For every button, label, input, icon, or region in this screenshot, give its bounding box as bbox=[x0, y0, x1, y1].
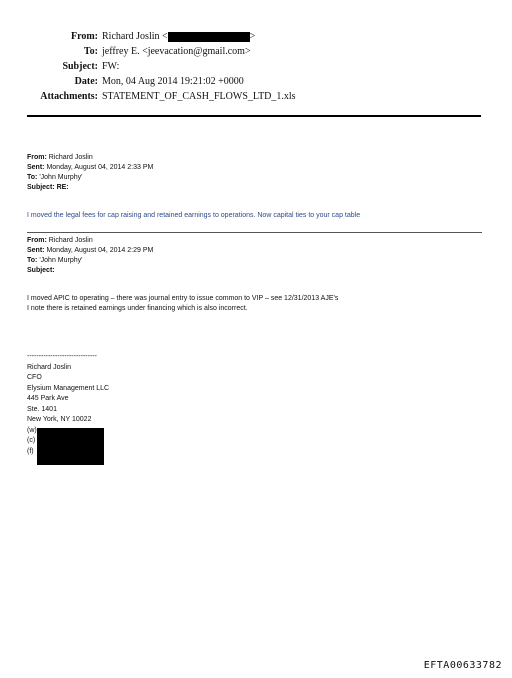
msg1-to-value: 'John Murphy' bbox=[39, 174, 83, 181]
message-2-header bbox=[27, 236, 153, 276]
msg2-from-label: From: bbox=[27, 237, 47, 244]
header-to-value: jeffrey E. <jeevacation@gmail.com> bbox=[102, 46, 251, 57]
header-from-value bbox=[102, 30, 255, 44]
msg1-subject-value: RE: bbox=[56, 184, 69, 191]
header-from-label: From: bbox=[70, 31, 98, 42]
message-1-header bbox=[27, 153, 153, 193]
message-separator bbox=[27, 232, 482, 233]
msg2-to-label: To: bbox=[27, 257, 38, 264]
header-to-label: To: bbox=[83, 46, 98, 57]
header-date-label: Date: bbox=[74, 76, 98, 87]
msg2-body bbox=[27, 294, 338, 314]
signature-phone-f: (f) bbox=[27, 447, 34, 455]
phone-redaction-box bbox=[37, 428, 104, 465]
bates-number: EFTA00633782 bbox=[423, 660, 502, 671]
header-attachments-value[interactable]: STATEMENT_OF_CASH_FLOWS_LTD_1.xls bbox=[102, 91, 296, 102]
signature-city: New York, NY 10022 bbox=[27, 416, 92, 423]
header-divider bbox=[27, 115, 481, 117]
msg1-sent-value: Monday, August 04, 2014 2:33 PM bbox=[46, 164, 154, 171]
msg1-body: I moved the legal fees for cap raising and retained earnings to operations. Now capital ties to your cap table bbox=[27, 212, 361, 219]
msg2-sent-value: Monday, August 04, 2014 2:29 PM bbox=[46, 247, 154, 254]
msg1-sent-label: Sent: bbox=[27, 164, 45, 171]
signature-name: Richard Joslin bbox=[27, 363, 71, 371]
msg2-subject-label: Subject: bbox=[27, 267, 55, 274]
msg1-subject-label: Subject: bbox=[27, 184, 55, 191]
header-from-text: Richard Joslin < bbox=[102, 31, 168, 42]
signature-divider: ------------------------------ bbox=[27, 353, 97, 360]
signature-phone-w: (w) bbox=[27, 426, 37, 434]
msg1-from-value: Richard Joslin bbox=[48, 154, 93, 161]
header-from-tail: > bbox=[249, 31, 256, 42]
signature-company: Elysium Management LLC bbox=[27, 384, 110, 392]
signature-address1: 445 Park Ave bbox=[27, 395, 69, 402]
header-subject-value: FW: bbox=[102, 61, 120, 72]
header-date-value: Mon, 04 Aug 2014 19:21:02 +0000 bbox=[102, 76, 244, 87]
signature-address2: Ste. 1401 bbox=[27, 405, 57, 413]
msg1-to-label: To: bbox=[27, 174, 38, 181]
header-date-row bbox=[0, 75, 512, 89]
signature-title: CFO bbox=[27, 374, 42, 381]
redaction-box bbox=[168, 32, 250, 42]
msg2-body-line2: I note there is retained earnings under financing which is also incorrect. bbox=[27, 305, 248, 312]
msg2-body-line1: I moved APIC to operating – there was journal entry to issue common to VIP – see 12/31/2013 AJE's bbox=[27, 295, 339, 302]
msg2-to-value: 'John Murphy' bbox=[39, 257, 83, 264]
msg2-from-value: Richard Joslin bbox=[48, 237, 93, 244]
msg1-from-label: From: bbox=[27, 154, 47, 161]
header-attachments-label: Attachments: bbox=[40, 91, 98, 102]
header-to-row bbox=[0, 45, 512, 59]
header-subject-label: Subject: bbox=[62, 61, 98, 72]
signature-phone-c: (c) bbox=[27, 437, 36, 444]
header-subject-row bbox=[0, 60, 512, 74]
header-attachments-row bbox=[0, 90, 512, 104]
msg2-sent-label: Sent: bbox=[27, 247, 45, 254]
header-from-row bbox=[0, 30, 512, 44]
